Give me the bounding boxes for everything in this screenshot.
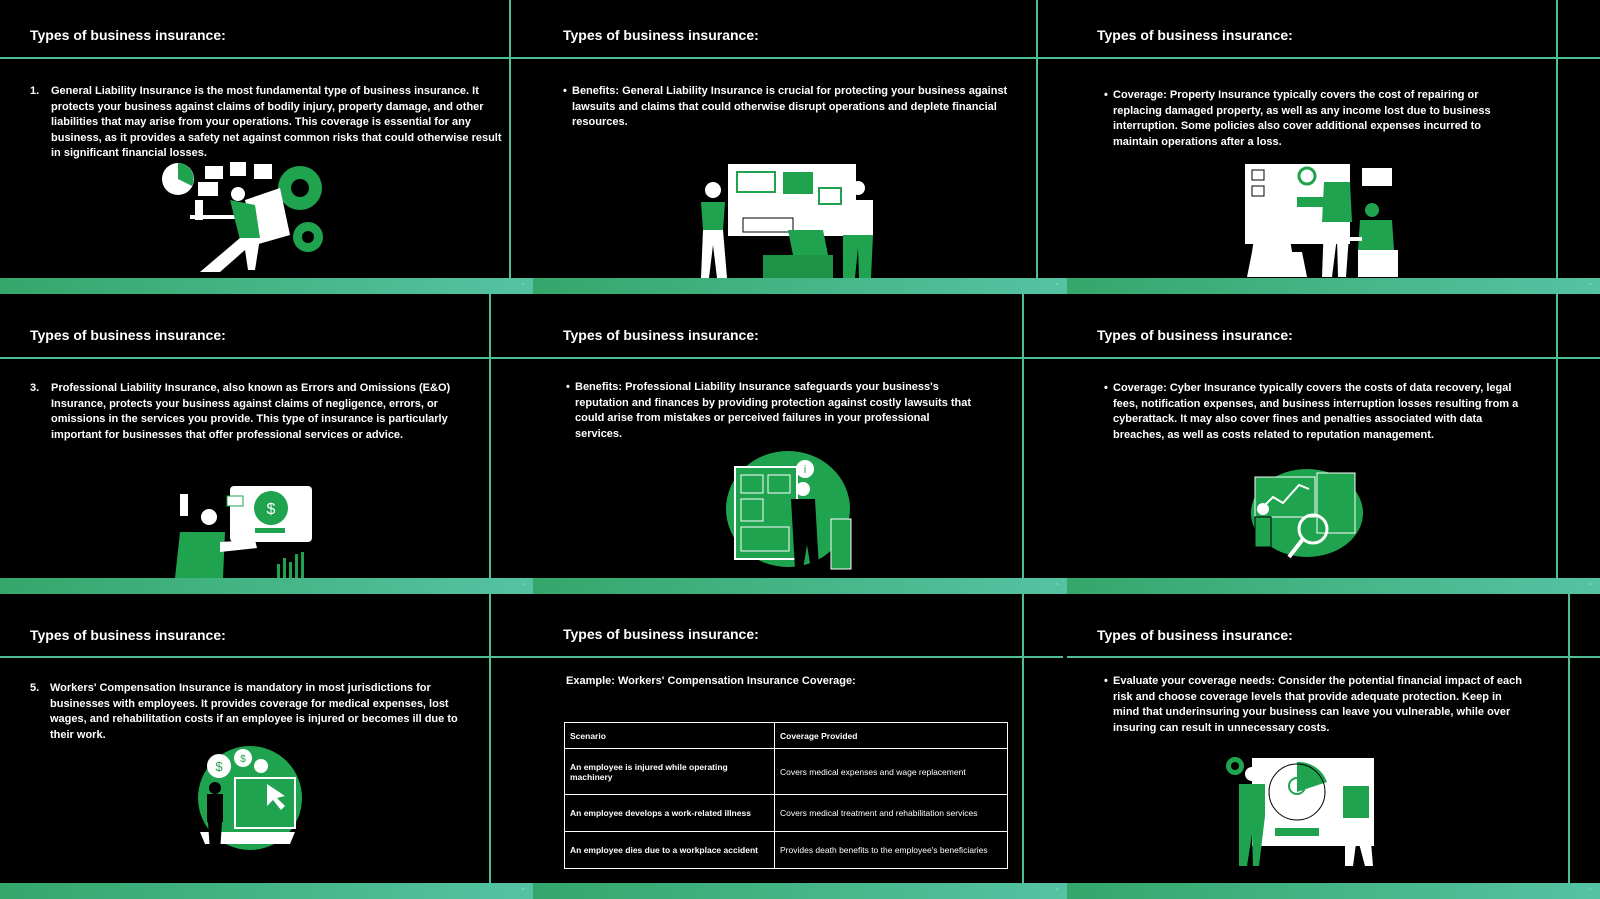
slide-2[interactable] (533, 0, 1067, 294)
coverage-table (564, 722, 1008, 869)
divider (0, 57, 533, 59)
divider (1067, 357, 1600, 359)
divider (489, 294, 491, 578)
slide-5[interactable] (533, 294, 1067, 594)
table-cell: An employee is injured while operating machinery (565, 749, 775, 795)
slide-title: Types of business insurance: (30, 627, 226, 643)
slide-9[interactable] (1067, 594, 1600, 899)
slide-title: Types of business insurance: (1097, 27, 1293, 43)
body-text: Coverage: Property Insurance typically covers the cost of repairing or replacing damaged property, as well as any income lost due to business interruption. Some policies also cover additional expenses incurred to maintain operations after a loss. (1113, 89, 1491, 148)
table-cell: Provides death benefits to the employee's beneficiaries (775, 832, 1008, 869)
divider (489, 594, 491, 883)
divider (509, 0, 511, 278)
bullet: • (1104, 89, 1108, 101)
bullet: • (1104, 382, 1108, 394)
divider (533, 656, 1063, 658)
person-with-coins-laptop-icon (195, 744, 305, 852)
svg-text:$: $ (215, 759, 223, 774)
divider (0, 656, 533, 658)
body-text: Evaluate your coverage needs: Consider the potential financial impact of each risk and choose coverage levels that provide adequate protection. Keep in mind that underinsuring your business can leave you vulnerable, while over insuring can result in unnecessary costs. (1113, 675, 1522, 734)
table-cell: An employee dies due to a workplace accident (565, 832, 775, 869)
table-row (565, 832, 1008, 869)
table-caption: Example: Workers' Compensation Insurance Coverage: (566, 675, 856, 687)
table-cell: Covers medical treatment and rehabilitation services (775, 795, 1008, 832)
footer-bar: ~ (0, 578, 533, 594)
divider (1556, 0, 1558, 278)
table-header: Scenario (565, 723, 775, 749)
slide-6[interactable] (1067, 294, 1600, 594)
body-text: Benefits: Professional Liability Insurance safeguards your business's reputation and finances by providing protection against costly lawsuits that could arise from mistakes or perceived failures in your professional services. (575, 381, 972, 440)
body-text: Workers' Compensation Insurance is mandatory in most jurisdictions for businesses with employees. It provides coverage for medical expenses, lost wages, and rehabilitation costs if an employee is injured or becomes ill due to their work. (50, 682, 458, 741)
slide-8[interactable] (533, 594, 1067, 899)
office-team-icon (1242, 162, 1402, 280)
list-number: 1. (30, 85, 40, 97)
body-text: Coverage: Cyber Insurance typically covers the costs of data recovery, legal fees, notification expenses, and business interruption losses resulting from a cyberattack. It may also cover fines and penalties associated with data breaches, as well as costs related to reputation management. (1113, 382, 1519, 441)
slide-7[interactable] (0, 594, 533, 899)
footer-bar: ~ (1067, 578, 1600, 594)
body-text: General Liability Insurance is the most fundamental type of business insurance. It protects your business against claims of bodily injury, property damage, and other liabilities that may arise from your operations. This coverage is essential for any business, as it provides a safety net against common risks that could otherwise result in significant financial losses. (51, 85, 502, 159)
bullet: • (563, 85, 567, 97)
svg-text:$: $ (266, 501, 276, 518)
person-at-website-panel-icon (723, 449, 853, 573)
table-cell: Covers medical expenses and wage replacement (775, 749, 1008, 795)
slide-1[interactable] (0, 0, 533, 294)
slide-title: Types of business insurance: (1097, 327, 1293, 343)
footer-bar: ~ (533, 883, 1067, 899)
footer-bar: ~ (0, 278, 533, 294)
slide-title: Types of business insurance: (30, 327, 226, 343)
slide-title: Types of business insurance: (30, 27, 226, 43)
person-with-magnifier-analytics-icon (1247, 467, 1367, 575)
divider (0, 357, 533, 359)
divider (1036, 0, 1038, 278)
slide-title: Types of business insurance: (563, 27, 759, 43)
table-row (565, 795, 1008, 832)
slide-title: Types of business insurance: (563, 626, 759, 642)
divider (533, 357, 1067, 359)
list-number: 3. (30, 382, 40, 394)
divider (1556, 294, 1558, 578)
divider (533, 57, 1067, 59)
slide-4[interactable] (0, 294, 533, 594)
svg-text:$: $ (240, 754, 246, 765)
bullet: • (566, 381, 570, 393)
body-text: Benefits: General Liability Insurance is crucial for protecting your business against lawsuits and claims that could otherwise disrupt operations and deplete financial resources. (572, 85, 1008, 128)
person-at-desk-with-gears-icon (160, 160, 335, 278)
footer-bar: ~ (1067, 883, 1600, 899)
svg-text:i: i (803, 464, 807, 476)
divider (1067, 57, 1600, 59)
divider (1022, 294, 1024, 578)
divider (1067, 656, 1600, 658)
team-with-dashboard-icon (1217, 754, 1387, 869)
footer-bar: ~ (0, 883, 533, 899)
divider (1022, 594, 1024, 883)
table-row (565, 749, 1008, 795)
footer-bar: ~ (533, 578, 1067, 594)
footer-bar: ~ (1067, 278, 1600, 294)
table-cell: An employee develops a work-related illness (565, 795, 775, 832)
person-with-dollar-screen-icon (175, 482, 325, 578)
team-meeting-board-icon (693, 160, 883, 280)
table-header: Coverage Provided (775, 723, 1008, 749)
slide-title: Types of business insurance: (1097, 627, 1293, 643)
footer-bar: ~ (533, 278, 1067, 294)
slide-3[interactable] (1067, 0, 1600, 294)
list-number: 5. (30, 682, 40, 694)
divider (1568, 594, 1570, 883)
slide-title: Types of business insurance: (563, 327, 759, 343)
bullet: • (1104, 675, 1108, 687)
body-text: Professional Liability Insurance, also known as Errors and Omissions (E&O) Insurance, protects your business against claims of negligence, errors, or omissions in the services you provide. This type of insurance is particularly important for businesses that offer professional services or advice. (51, 382, 451, 441)
